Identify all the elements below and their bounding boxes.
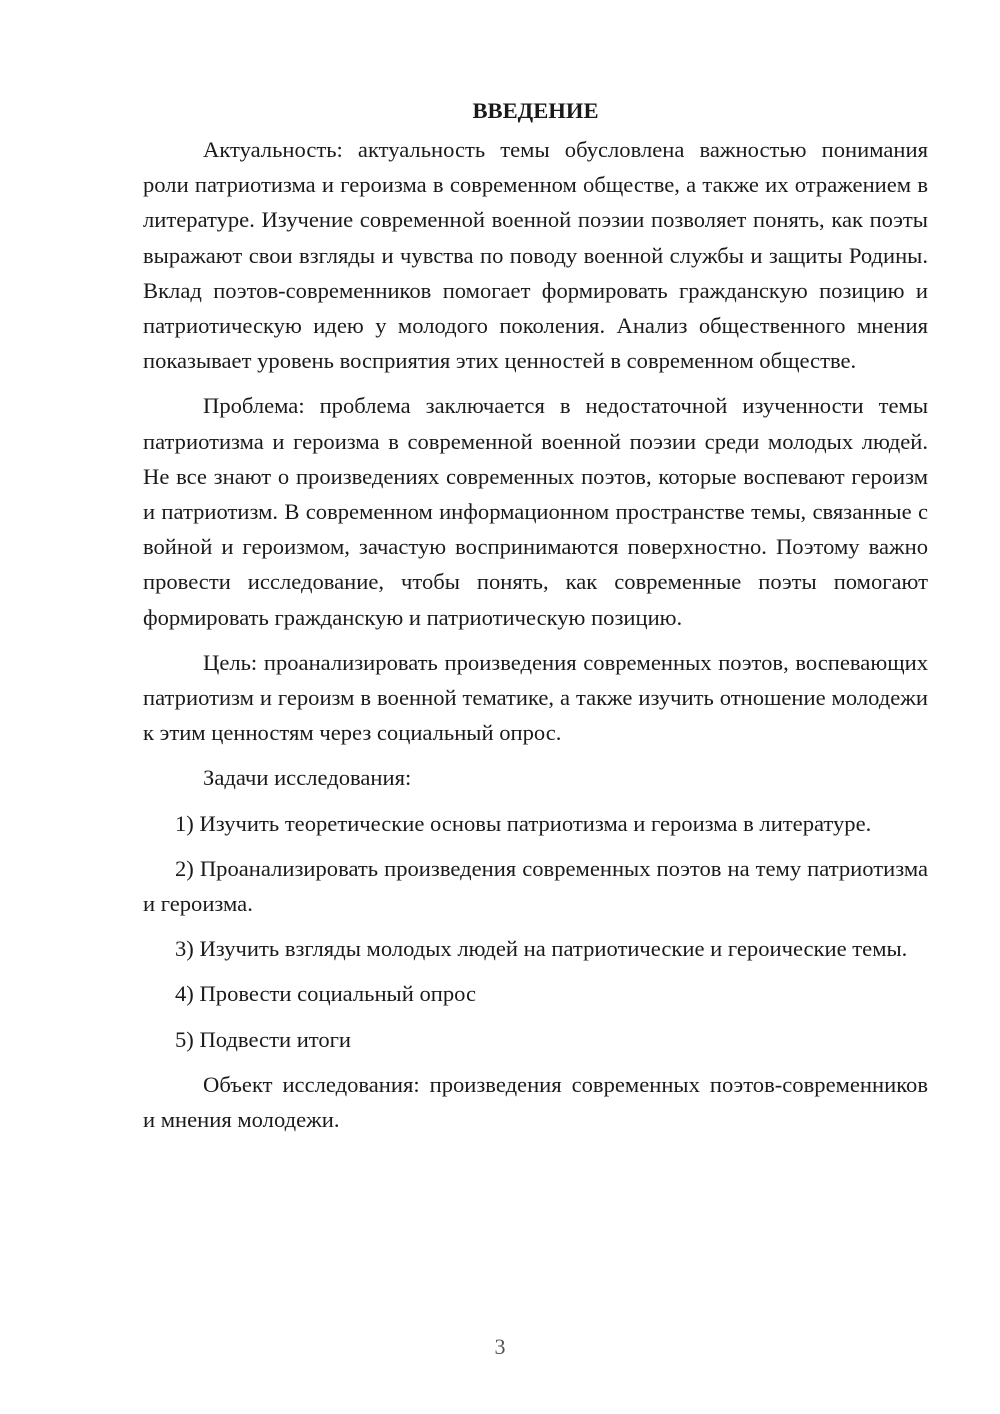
- page-number: 3: [494, 1334, 506, 1359]
- tasks-title: Задачи исследования:: [203, 765, 412, 791]
- task-item-2: 2) Проанализировать произведения современных поэтов на тему патриотизма и героизма.: [143, 855, 928, 917]
- relevance-paragraph: Актуальность: актуальность темы обусловлена важностью понимания роли патриотизма и героизма в современном обществе, а также их отражением в литературе. Изучение современной военной поэзии позволяет понять, как поэты выражают свои взгляды и чувства по поводу военной службы и защиты Родины. Вклад поэтов-современников помогает формировать гражданскую позицию и патриотическую идею у молодого поколения. Анализ общественного мнения показывает уровень восприятия этих ценностей в современном обществе.: [143, 137, 928, 374]
- task-item-1: 1) Изучить теоретические основы патриотизма и героизма в литературе.: [175, 810, 872, 836]
- task-item-4: 4) Провести социальный опрос: [175, 981, 477, 1007]
- task-item-5: 5) Подвести итоги: [175, 1026, 352, 1052]
- problem-paragraph: Проблема: проблема заключается в недостаточной изученности темы патриотизма и героизма в современной военной поэзии среди молодых людей. Не все знают о произведениях современных поэтов, которые воспевают героизм и патриотизм. В современном информационном пространстве темы, связанные с войной и героизмом, зачастую воспринимаются поверхностно. Поэтому важно провести исследование, чтобы понять, как современные поэты помогают формировать гражданскую и патриотическую позицию.: [143, 393, 928, 630]
- object-paragraph: Объект исследования: произведения современных поэтов-современников и мнения молодежи.: [143, 1071, 928, 1133]
- task-item-3: 3) Изучить взгляды молодых людей на патриотические и героические темы.: [175, 936, 908, 962]
- section-heading: ВВЕДЕНИЕ: [472, 98, 599, 123]
- goal-paragraph: Цель: проанализировать произведения современных поэтов, воспевающих патриотизм и героизм в военной тематике, а также изучить отношение молодежи к этим ценностям через социальный опрос.: [143, 649, 928, 746]
- document-page: [143, 92, 928, 1137]
